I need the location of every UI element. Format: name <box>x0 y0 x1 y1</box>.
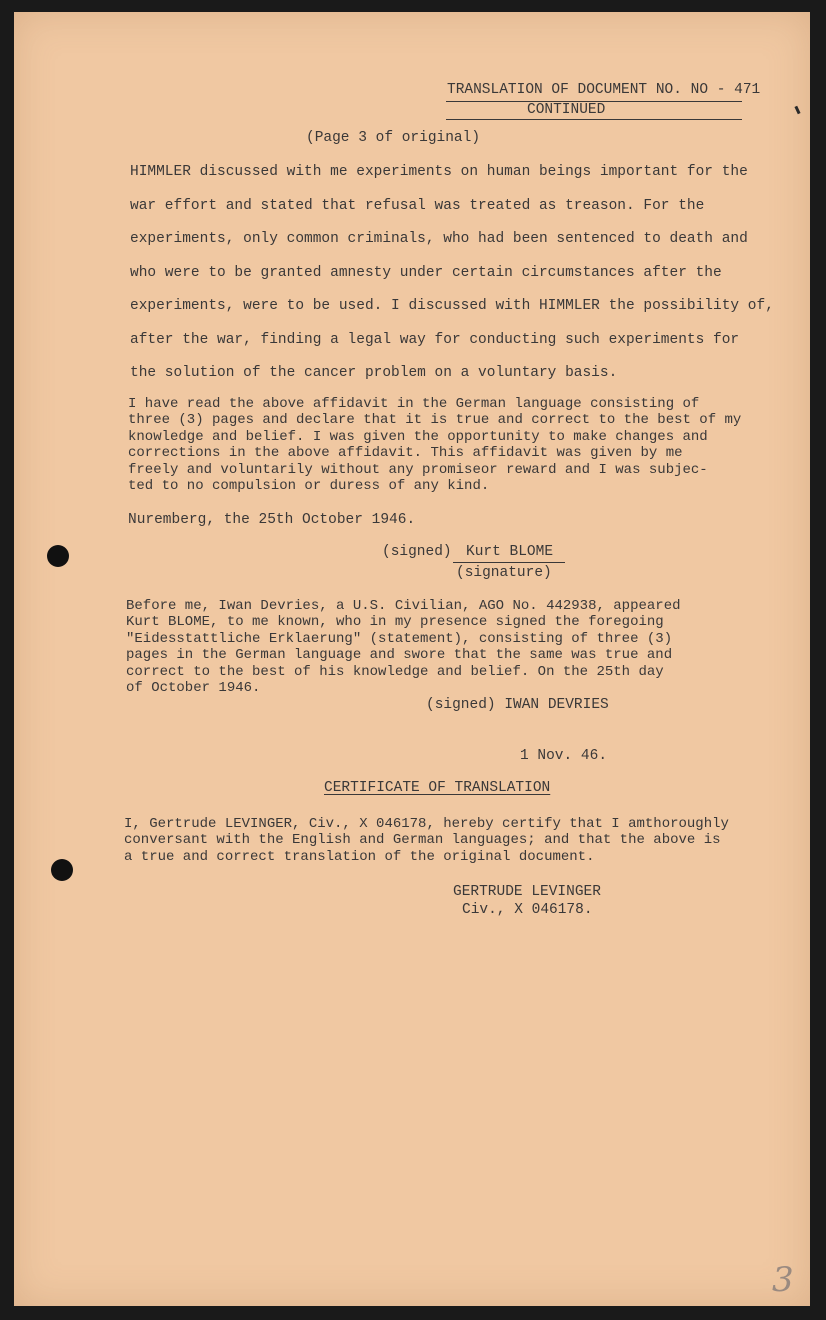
affidavit-line: ted to no compulsion or duress of any kind. <box>128 478 490 495</box>
body-line: experiments, were to be used. I discussed with HIMMLER the possibility of, <box>130 298 774 314</box>
affidavit-paragraph <box>128 396 741 494</box>
certificate-paragraph <box>124 816 729 865</box>
body-line: the solution of the cancer problem on a voluntary basis. <box>130 365 618 381</box>
affidavit-line: freely and voluntarily without any promiseor reward and I was subjec- <box>128 461 708 478</box>
affidavit-line: corrections in the above affidavit. This affidavit was given by me <box>128 445 683 462</box>
affidavit-line: I have read the above affidavit in the German language consisting of <box>128 396 700 412</box>
certificate-title: CERTIFICATE OF TRANSLATION <box>324 780 551 796</box>
before-me-line: Before me, Iwan Devries, a U.S. Civilian, AGO No. 442938, appeared <box>126 598 681 614</box>
body-line: who were to be granted amnesty under certain circumstances after the <box>130 264 722 281</box>
place-date: Nuremberg, the 25th October 1946. <box>128 512 416 528</box>
signature-line <box>453 562 565 563</box>
handwritten-page-number: 3 <box>772 1260 794 1300</box>
before-me-line: of October 1946. <box>126 680 261 697</box>
body-line: war effort and stated that refusal was treated as treason. For the <box>130 197 705 214</box>
punch-hole-top <box>47 545 69 567</box>
certificate-line: conversant with the English and German languages; and that the above is <box>124 832 721 849</box>
affidavit-line: knowledge and belief. I was given the opportunity to make changes and <box>128 428 708 445</box>
signed-label: (signed) <box>382 544 452 560</box>
certificate-line: a true and correct translation of the original document. <box>124 848 595 865</box>
body-paragraph <box>130 156 774 391</box>
certificate-signer-id: Civ., X 046178. <box>462 902 593 918</box>
header-rule-bottom <box>446 119 742 120</box>
certificate-line: I, Gertrude LEVINGER, Civ., X 046178, hereby certify that I amthoroughly <box>124 816 729 832</box>
margin-mark <box>794 106 800 115</box>
before-me-line: "Eidesstattliche Erklaerung" (statement), consisting of three (3) <box>126 630 673 647</box>
witness-signature: (signed) IWAN DEVRIES <box>426 697 609 713</box>
before-me-line: correct to the best of his knowledge and belief. On the 25th day <box>126 663 664 680</box>
signatory-name: Kurt BLOME <box>466 544 554 560</box>
document-page <box>14 12 810 1306</box>
before-me-line: Kurt BLOME, to me known, who in my presence signed the foregoing <box>126 614 664 631</box>
body-line: HIMMLER discussed with me experiments on human beings important for the <box>130 164 748 180</box>
page-note: (Page 3 of original) <box>306 130 481 146</box>
before-me-line: pages in the German language and swore that the same was true and <box>126 647 673 664</box>
document-header-continued: CONTINUED <box>527 102 606 118</box>
certificate-signer-name: GERTRUDE LEVINGER <box>453 884 601 900</box>
body-line: after the war, finding a legal way for conducting such experiments for <box>130 331 740 348</box>
affidavit-line: three (3) pages and declare that it is true and correct to the best of my <box>128 412 742 429</box>
document-header-title: TRANSLATION OF DOCUMENT NO. NO - 471 <box>447 82 761 98</box>
punch-hole-bottom <box>51 859 73 881</box>
signature-caption: (signature) <box>456 565 552 581</box>
before-me-paragraph <box>126 598 681 696</box>
date-line: 1 Nov. 46. <box>520 748 608 764</box>
body-line: experiments, only common criminals, who had been sentenced to death and <box>130 231 748 247</box>
